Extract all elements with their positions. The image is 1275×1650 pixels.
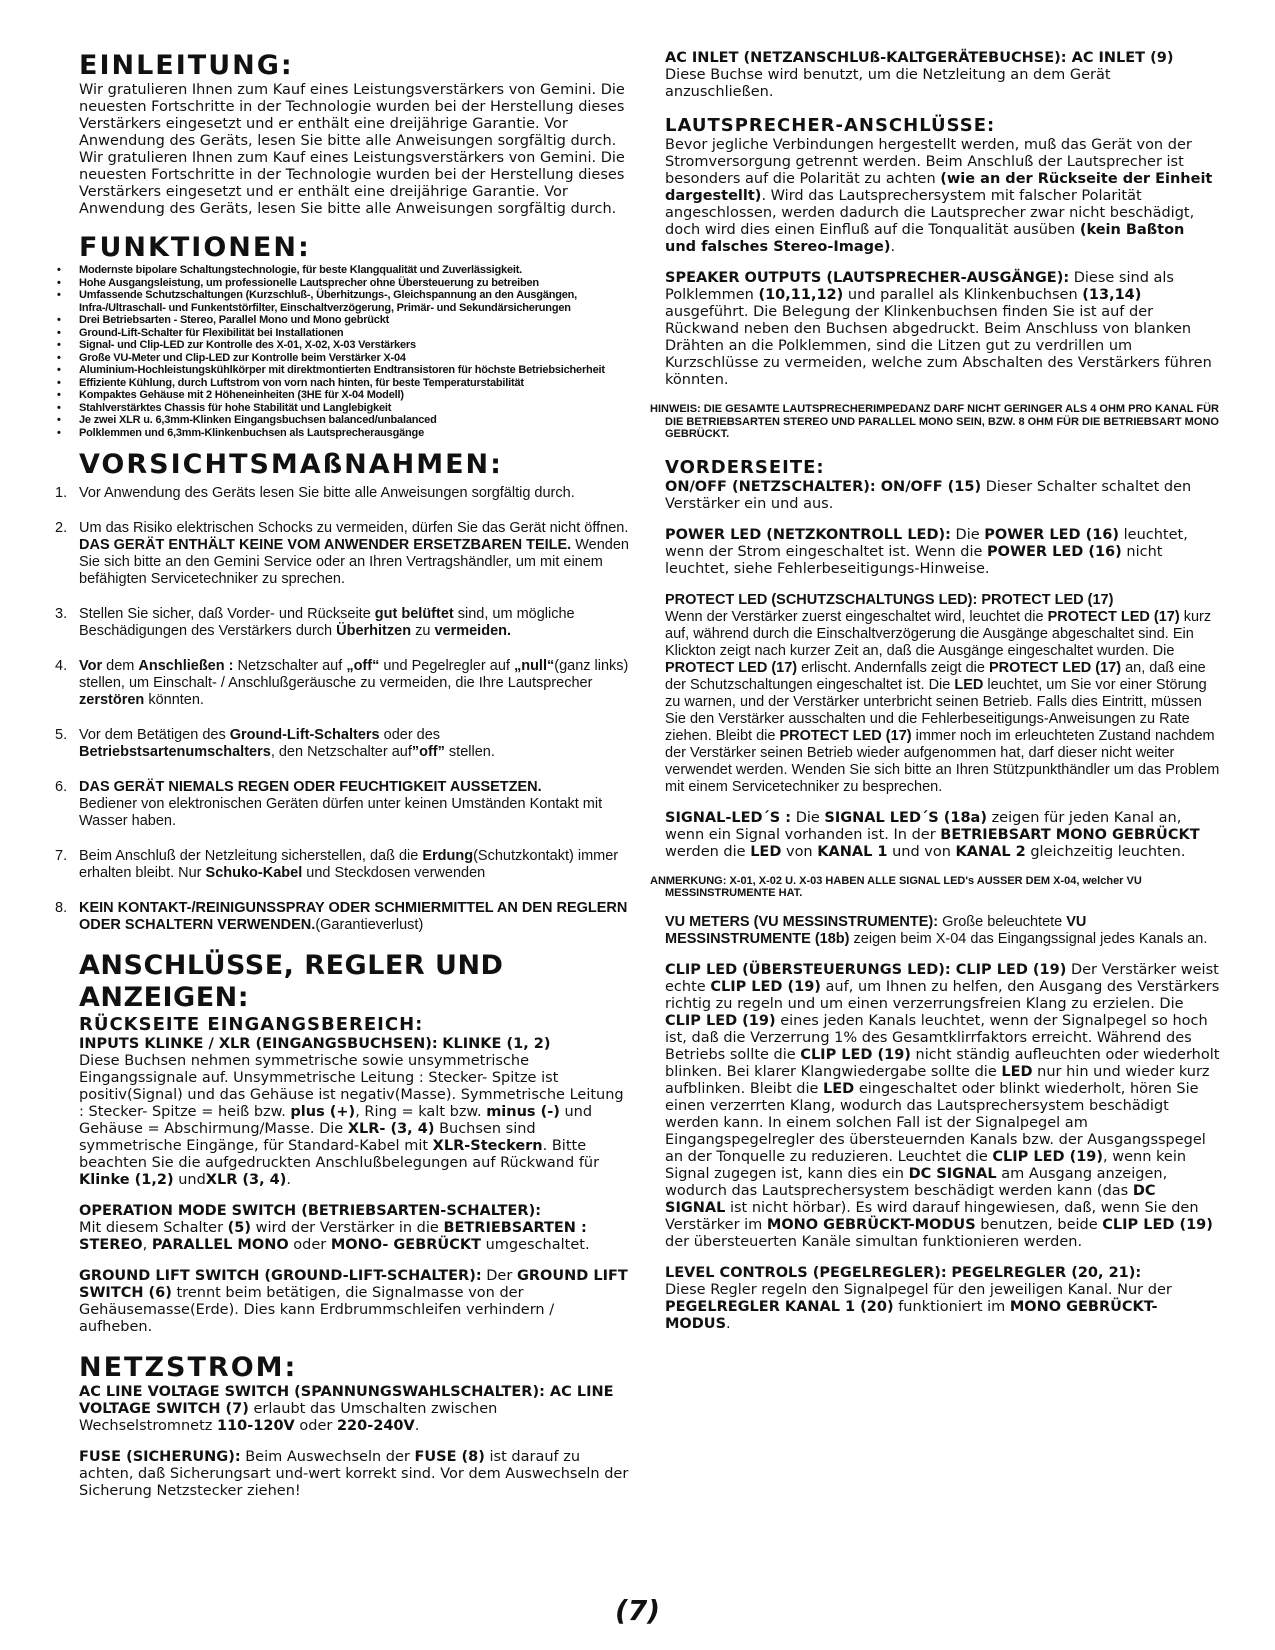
precaution-bold: vermeiden.	[434, 623, 512, 639]
section-bold: DC SIGNAL	[665, 1182, 1156, 1216]
vorderseite-heading: VORDERSEITE:	[665, 456, 825, 478]
section-bold: CLIP LED (19)	[665, 1012, 776, 1029]
list-item: • Umfassende Schutzschaltungen (Kurzschluß-, Überhitzungs-, Gleichspannung an den Ausgängen, Infra-/Ultraschall- und Funkentstörfilter, Einschaltverzögerung, Primär- und Sekundärsicherungen	[55, 289, 630, 314]
precaution-bold: gut belüftet	[374, 606, 454, 622]
section-bold: LED	[1001, 1063, 1033, 1080]
precaution-3: 3. Stellen Sie sicher, daß Vorder- und Rückseite gut belüftet sind, um mögliche Beschädigungen des Verstärkers durch Überhitzen zu vermeiden.	[55, 606, 575, 639]
section-bold: KANAL 1	[817, 843, 888, 860]
section-text: trennt beim betätigen, die Signalmasse von der Gehäusemasse(Erde). Dies kann Erdbrummschleifen verhindern / aufheben.	[79, 1285, 555, 1335]
precaution-text: dem	[106, 658, 135, 674]
precaution-text: stellen.	[448, 744, 495, 760]
section-text: Diese Buchsen nehmen symmetrische sowie unsymmetrische Eingangssignale auf. Unsymmetrische Leitung : Stecker- Spitze ist positiv(Signal) und das Gehäuse ist negativ(Masse). Symmetrische Leitung : Stecker- Spitze = heiß bzw.	[79, 1053, 624, 1120]
section-text: Der Verstärker weist echte	[665, 961, 1219, 995]
precaution-bold: ”off”	[411, 744, 445, 760]
precaution-bold: „null“	[513, 658, 555, 674]
section-bold: MONO GEBRÜCKT-MODUS	[766, 1216, 976, 1233]
section-bold: Klinke (1,2)	[79, 1172, 174, 1188]
speaker-section	[665, 270, 1220, 389]
section-bold: FUSE (8)	[414, 1449, 485, 1465]
section-bold: PROTECT LED (17)	[1047, 608, 1180, 625]
onoff-heading: ON/OFF (NETZSCHALTER): ON/OFF (15)	[665, 478, 982, 495]
section-text: Mit diesem Schalter	[79, 1220, 224, 1236]
section-text: oder	[293, 1237, 327, 1253]
precaution-text: zu	[415, 623, 431, 639]
anmerkung-note: ANMERKUNG: X-01, X-02 U. X-03 HABEN ALLE SIGNAL LED's AUSSER DEM X-04, welcher VU MESSINSTRUMENTE HAT.	[650, 874, 1142, 899]
section-bold: CLIP LED (19)	[710, 978, 821, 995]
precaution-7: 7. Beim Anschluß der Netzleitung sicherstellen, daß die Erdung(Schutzkontakt) immer erhalten bleibt. Nur Schuko-Kabel und Steckdosen verwenden	[55, 848, 619, 881]
right-column	[650, 50, 1220, 1333]
fuse-section	[79, 1449, 630, 1500]
section-bold: POWER LED (16)	[987, 543, 1122, 560]
opmode-heading: OPERATION MODE SWITCH (BETRIEBSARTEN-SCHALTER):	[79, 1203, 541, 1219]
precaution-text: Beim Anschluß der Netzleitung sicherstellen, daß die	[79, 848, 419, 864]
onoff-section	[665, 479, 1220, 513]
section-text: .	[414, 1418, 420, 1434]
section-text: eines jeden Kanals leuchtet, wenn der Signalpegel so hoch ist, daß die Verzerrung 1% des Gesamtklirrfaktors erreicht. Während des Betriebs sollte die	[665, 1012, 1208, 1063]
section-text: Diese sind als Polklemmen	[665, 270, 1174, 303]
einleitung-heading: EINLEITUNG:	[79, 50, 294, 81]
section-text: .	[890, 239, 896, 255]
precaution-text: und Steckdosen verwenden	[306, 865, 486, 881]
section-text: am Ausgang anzeigen, wodurch das Lautsprechersystem beschädigt werden kann (das	[665, 1165, 1168, 1199]
section-bold: CLIP LED (19)	[1102, 1216, 1213, 1233]
section-text: benutzen, beide	[980, 1216, 1098, 1233]
precaution-text: Netzschalter auf	[237, 658, 343, 674]
funktionen-heading: FUNKTIONEN:	[79, 232, 311, 263]
precaution-5: 5. Vor dem Betätigen des Ground-Lift-Schalters oder des Betriebstsartenumschalters, den Netzschalter auf”off” stellen.	[55, 727, 495, 760]
precaution-text: , den Netzschalter auf	[270, 744, 412, 760]
section-text: Die	[795, 809, 820, 826]
list-item: • Kompaktes Gehäuse mit 2 Höheneinheiten (3HE für X-04 Modell)	[55, 389, 630, 402]
section-bold: PARALLEL MONO	[151, 1237, 289, 1253]
list-item: • Polklemmen und 6,3mm-Klinkenbuchsen als Lautsprecherausgänge	[55, 427, 630, 440]
section-text: leuchtet, um Sie vor einer Störung zu warnen, und der Verstärker unterbricht seinen Betrieb. Falls dies Eintritt, müssen Sie den Verstärker ausschalten und die Fehlerbeseitigungs-Anweisungen zu Rate ziehen. Bleibt die	[665, 676, 1207, 744]
section-bold: KANAL 2	[955, 843, 1026, 860]
section-text: funktioniert im	[898, 1298, 1006, 1315]
section-text: von	[785, 843, 813, 860]
precaution-text: sind, um mögliche Beschädigungen des Verstärkers durch	[79, 606, 575, 639]
lautsprecher-heading: LAUTSPRECHER-ANSCHLÜSSE:	[665, 115, 996, 136]
section-text: . Wird das Lautsprechersystem mit falscher Polarität angeschlossen, werden dadurch die Lautsprecher zwar nicht beschädigt, doch wird dies einen Einfluß auf die Tonqualität ausüben	[665, 188, 1195, 238]
section-text: und Gehäuse = Abschirmung/Masse. Die	[79, 1104, 593, 1137]
rueckseite-heading: RÜCKSEITE EINGANGSBEREICH:	[79, 1014, 424, 1035]
section-text: der übersteuerten Kanäle simultan funktionieren werden.	[665, 1233, 1083, 1250]
precaution-text: Vor Anwendung des Geräts lesen Sie bitte alle Anweisungen sorgfältig durch.	[79, 485, 575, 501]
section-text: .	[726, 1315, 731, 1332]
section-text: eingeschaltet oder blinkt wiederholt, hören Sie einen verzerrten Klang, wodurch das Lautsprechersystem beschädigt werden kann. In einem solchen Fall ist der Signalpegel am Eingangspegelregler des übersteuernden Kanals bzw. der Ausgangsspegel an der Tonquelle zu reduzieren. Leuchtet die	[665, 1080, 1206, 1165]
section-bold: MONO- GEBRÜCKT	[330, 1237, 481, 1253]
precaution-bold: Vor	[79, 658, 103, 674]
precaution-1: 1. Vor Anwendung des Geräts lesen Sie bitte alle Anweisungen sorgfältig durch.	[55, 485, 575, 501]
speaker-heading: SPEAKER OUTPUTS (LAUTSPRECHER-AUSGÄNGE):	[665, 270, 1070, 286]
level-section	[665, 1265, 1220, 1333]
section-bold: PROTECT LED (17)	[665, 659, 798, 676]
list-item: • Effiziente Kühlung, durch Luftstrom von vorn nach hinten, für beste Temperaturstabilität	[55, 377, 630, 390]
section-text: kurz auf, während durch die Einschaltverzögerung die Ausgänge abgeschaltet sind. Ein Klickton zeigt nach kurzer Zeit an, daß die Ausgänge eingeschaltet wurden. Die	[665, 608, 1212, 659]
section-bold: CLIP LED (19)	[992, 1148, 1104, 1165]
section-bold: PEGELREGLER KANAL 1 (20)	[665, 1298, 894, 1315]
section-bold: POWER LED (16)	[984, 526, 1120, 543]
list-item: • Signal- und Clip-LED zur Kontrolle des X-01, X-02, X-03 Verstärkers	[55, 339, 630, 352]
ground-heading: GROUND LIFT SWITCH (GROUND-LIFT-SCHALTER):	[79, 1268, 482, 1284]
precaution-bold: DAS GERÄT NIEMALS REGEN ODER FEUCHTIGKEIT AUSSETZEN.	[79, 779, 542, 795]
clip-heading: CLIP LED (ÜBERSTEUERUNGS LED): CLIP LED (19)	[665, 961, 1067, 978]
section-bold: (kein Baßton und falsches Stereo-Image)	[665, 222, 1185, 255]
section-text: nicht leuchtet, siehe Fehlerbeseitigungs-Hinweise.	[665, 543, 1163, 577]
precaution-text: Wenden Sie sich bitte an den Gemini Service oder an Ihren Vertragshändler, um mit einem befähigten Servicetechniker zu sprechen.	[79, 537, 629, 587]
inputs-heading-2: KLINKE (1, 2)	[442, 1036, 551, 1052]
section-text: .	[286, 1172, 292, 1188]
list-item: • Modernste bipolare Schaltungstechnologie, für beste Klangqualität und Zuverlässigkeit.	[55, 264, 630, 277]
page-number: (7)	[614, 1594, 661, 1627]
acline-section	[79, 1384, 630, 1435]
section-bold: 220-240V	[336, 1418, 415, 1434]
precaution-text: könnten.	[148, 692, 204, 708]
funktionen-list	[55, 264, 630, 439]
precaution-bold: KEIN KONTAKT-/REINIGUNSSPRAY ODER SCHMIERMITTEL AN DEN REGLERN ODER SCHALTERN VERWENDEN.	[79, 900, 628, 933]
section-bold: CLIP LED (19)	[800, 1046, 911, 1063]
section-text: ist nicht hörbar). Es wird darauf hingewiesen, daß, wenn Sie den Verstärker im	[665, 1199, 1199, 1233]
anschluesse-heading: ANSCHLÜSSE, REGLER UND ANZEIGEN:	[79, 950, 504, 1013]
section-text: Wenn der Verstärker zuerst eingeschaltet wird, leuchtet die	[665, 608, 1044, 625]
list-item: • Je zwei XLR u. 6,3mm-Klinken Eingangsbuchsen balanced/unbalanced	[55, 414, 630, 427]
precaution-text: Bediener von elektronischen Geräten dürfen unter keinen Umständen Kontakt mit Wasser haben.	[79, 796, 603, 829]
section-text: zeigen beim X-04 das Eingangssignal jedes Kanals an.	[853, 930, 1208, 947]
section-text: Bevor jegliche Verbindungen hergestellt werden, muß das Gerät von der Stromversorgung getrennt werden. Beim Anschluß der Lautsprecher ist besonders auf die Polarität zu achten	[665, 137, 1192, 187]
opmode-section	[79, 1203, 630, 1254]
section-bold: XLR- (3, 4)	[347, 1121, 435, 1137]
netzstrom-heading: NETZSTROM:	[79, 1352, 298, 1383]
lautsprecher-section	[665, 137, 1220, 256]
section-text: Diese Regler regeln den Signalpegel für den jeweiligen Kanal. Nur der	[665, 1281, 1172, 1298]
precaution-bold: Ground-Lift-Schalters	[229, 727, 380, 743]
section-text: . Bitte beachten Sie die aufgedruckten Anschlußbelegungen auf Rückwand für	[79, 1138, 600, 1171]
section-bold: 110-120V	[216, 1418, 295, 1434]
section-bold: DC SIGNAL	[908, 1165, 997, 1182]
section-text: Diese Buchse wird benutzt, um die Netzleitung an dem Gerät anzuschließen.	[665, 67, 1111, 100]
section-text: , Ring = kalt bzw.	[355, 1104, 482, 1120]
section-bold: (wie an der Rückseite der Einheit dargestellt)	[665, 171, 1213, 204]
section-bold: LED	[954, 676, 984, 693]
list-item: • Aluminium-Hochleistungskühlkörper mit direktmontierten Endtransistoren für höchste Betriebsicherheit	[55, 364, 630, 377]
section-text: Buchsen sind symmetrische Eingänge, für Standard-Kabel mit	[79, 1121, 536, 1154]
precaution-bold: Anschließen :	[138, 658, 234, 674]
precaution-text: (Schutzkontakt) immer erhalten bleibt. Nur	[79, 848, 619, 881]
inputs-heading: INPUTS KLINKE / XLR (EINGANGSBUCHSEN):	[79, 1036, 438, 1052]
precaution-4: 4. Vor dem Anschließen : Netzschalter auf „off“ und Pegelregler auf „null“(ganz links) stellen, um Einschalt- / Anschlußgeräusche zu vermeiden, die Ihre Lautsprecher zerstören könnten.	[55, 658, 629, 708]
list-item: • Große VU-Meter und Clip-LED zur Kontrolle beim Verstärker X-04	[55, 352, 630, 365]
einleitung-text: Wir gratulieren Ihnen zum Kauf eines Leistungsverstärkers von Gemini. Die neuesten Fortschritte in der Technologie wurden bei der Herstellung dieses Verstärkers eingesetzt und er enthält eine dreijährige Garantie. Vor Anwendung des Geräts, lesen Sie bitte alle Anweisungen sorgfältig durch. Wir gratulieren Ihnen zum Kauf eines Leistungsverstärkers von Gemini. Die neuesten Fortschritte in der Technologie wurden bei der Herstellung dieses Verstärkers eingesetzt und er enthält eine dreijährige Garantie. Vor Anwendung des Geräts, lesen Sie bitte alle Anweisungen sorgfältig durch.	[79, 82, 625, 217]
section-bold: XLR-Steckern	[432, 1138, 543, 1154]
list-item: • Drei Betriebsarten - Stereo, Parallel Mono und Mono gebrückt	[55, 314, 630, 327]
acline-heading: AC LINE VOLTAGE SWITCH (SPANNUNGSWAHLSCHALTER): AC LINE VOLTAGE SWITCH (7)	[79, 1384, 614, 1417]
precaution-text: Stellen Sie sicher, daß Vorder- und Rückseite	[79, 606, 371, 622]
hinweis-note: HINWEIS: DIE GESAMTE LAUTSPRECHERIMPEDANZ DARF NICHT GERINGER ALS 4 OHM PRO KANAL FÜR DIE BETRIEBSARTEN STEREO UND PARALLEL MONO SEIN, BZW. 8 OHM FÜR DIE BETRIEBSART MONO GEBRÜCKT.	[650, 403, 1219, 440]
section-text: ist darauf zu achten, daß Sicherungsart und-wert korrekt sind. Vor dem Auswechseln der Sicherung Netzstecker ziehen!	[79, 1449, 629, 1499]
inputs-section	[79, 1036, 630, 1189]
section-text: wird der Verstärker in die	[255, 1220, 439, 1236]
section-text: und parallel als Klinkenbuchsen	[847, 287, 1078, 303]
section-bold: LED	[750, 843, 782, 860]
ground-section	[79, 1268, 630, 1336]
section-bold: PROTECT LED (17)	[779, 727, 912, 744]
precaution-text: und Pegelregler auf	[383, 658, 510, 674]
left-column	[55, 50, 630, 1500]
section-text: und	[178, 1172, 206, 1188]
section-bold: PROTECT LED (17)	[988, 659, 1122, 676]
protect-heading: PROTECT LED (SCHUTZSCHALTUNGS LED):	[665, 591, 978, 608]
clip-section	[665, 962, 1220, 1251]
section-bold: GROUND LIFT SWITCH (6)	[79, 1268, 628, 1301]
section-text: Die	[955, 526, 980, 543]
section-bold: BETRIEBSARTEN : STEREO	[79, 1220, 587, 1253]
precaution-bold: „off“	[346, 658, 380, 674]
section-bold: (10,11,12)	[758, 287, 844, 303]
section-bold: VU MESSINSTRUMENTE (18b)	[665, 913, 1087, 947]
section-bold: BETRIEBSART MONO GEBRÜCKT	[940, 826, 1200, 843]
section-bold: (5)	[227, 1220, 251, 1236]
acinlet-section	[665, 50, 1220, 101]
section-text: oder	[299, 1418, 333, 1434]
acinlet-heading: AC INLET (NETZANSCHLUß-KALTGERÄTEBUCHSE): AC INLET (9)	[665, 50, 1174, 66]
precaution-text: (Garantieverlust)	[315, 917, 424, 933]
section-text: an, daß eine der Schutzschaltungen eingeschaltet ist. Die	[665, 659, 1206, 693]
level-heading-2: PEGELREGLER (20, 21):	[951, 1264, 1142, 1281]
section-text: werden die	[665, 843, 746, 860]
precaution-2: 2. Um das Risiko elektrischen Schocks zu vermeiden, dürfen Sie das Gerät nicht öffnen. DAS GERÄT ENTHÄLT KEINE VOM ANWENDER ERSETZBAREN TEILE. Wenden Sie sich bitte an den Gemini Service oder an Ihren Vertragshändler, um mit einem befähigten Servicetechniker zu sprechen.	[55, 520, 629, 587]
protect-section	[665, 592, 1220, 796]
fuse-heading: FUSE (SICHERUNG):	[79, 1449, 241, 1465]
section-text: Beim Auswechseln der	[245, 1449, 410, 1465]
section-bold: minus (-)	[486, 1104, 560, 1120]
section-text: und von	[892, 843, 951, 860]
section-text: umgeschaltet.	[485, 1237, 590, 1253]
section-text: immer noch im erleuchteten Zustand nachdem der Verstärker seinen Betrieb wieder aufgenommen hat, darf dieser nicht weiter verwendet werden. Wenden Sie sich bitte an Ihren Stützpunkthändler um das Problem mit einem Servicetechniker zu besprechen.	[665, 727, 1220, 795]
section-text: nur hin und wieder kurz aufblinken. Bleibt die	[665, 1063, 1210, 1097]
vorsicht-heading: VORSICHTSMAßNAHMEN:	[79, 449, 503, 480]
section-text: ,	[142, 1237, 148, 1253]
precaution-text: Vor dem Betätigen des	[79, 727, 226, 743]
section-text: auf, um Ihnen zu helfen, den Ausgang des Verstärkers richtig zu regeln und um einen verzerrungsfreien Klang zu erzielen. Die	[665, 978, 1220, 1012]
section-text: leuchtet, wenn der Strom eingeschaltet ist. Wenn die	[665, 526, 1188, 560]
precaution-text: Um das Risiko elektrischen Schocks zu vermeiden, dürfen Sie das Gerät nicht öffnen.	[79, 520, 629, 536]
precaution-bold: Erdung	[422, 848, 474, 864]
precaution-bold: Betriebstsartenumschalters	[79, 744, 271, 760]
section-bold: (13,14)	[1082, 287, 1142, 303]
list-item: • Ground-Lift-Schalter für Flexibilität bei Installationen	[55, 327, 630, 340]
precaution-text: oder des	[383, 727, 441, 743]
power-heading: POWER LED (NETZKONTROLL LED):	[665, 526, 951, 543]
precaution-bold: Schuko-Kabel	[205, 865, 303, 881]
section-text: Große beleuchtete	[942, 913, 1063, 930]
section-bold: MONO GEBRÜCKT-MODUS	[665, 1298, 1158, 1332]
signal-section	[665, 810, 1220, 861]
precaution-bold: DAS GERÄT ENTHÄLT KEINE VOM ANWENDER ERSETZBAREN TEILE.	[79, 537, 572, 553]
section-text: , wenn kein Signal zugegen ist, kann dies ein	[665, 1148, 1187, 1182]
precaution-8: 8. KEIN KONTAKT-/REINIGUNSSPRAY ODER SCHMIERMITTEL AN DEN REGLERN ODER SCHALTERN VERWENDEN.(Garantieverlust)	[55, 900, 628, 933]
signal-heading: SIGNAL-LED´S :	[665, 809, 792, 826]
section-bold: plus (+)	[290, 1104, 356, 1120]
power-section	[665, 527, 1220, 578]
section-text: Dieser Schalter schaltet den Verstärker ein und aus.	[665, 478, 1192, 512]
section-text: erlaubt das Umschalten zwischen Wechselstromnetz	[79, 1401, 498, 1434]
section-text: nicht ständig aufleuchten oder wiederholt blinken. Bei klarer Klangwiedergabe sollte die	[665, 1046, 1220, 1080]
section-bold: SIGNAL LED´S (18a)	[824, 809, 987, 826]
section-text: gleichzeitig leuchten.	[1030, 843, 1186, 860]
precaution-6: 6. DAS GERÄT NIEMALS REGEN ODER FEUCHTIGKEIT AUSSETZEN. Bediener von elektronischen Geräten dürfen unter keinen Umständen Kontakt mit Wasser haben.	[55, 779, 603, 829]
precaution-bold: zerstören	[79, 692, 145, 708]
section-text: Der	[486, 1268, 513, 1284]
section-text: erlischt. Andernfalls zeigt die	[801, 659, 985, 676]
list-item: • Stahlverstärktes Chassis für hohe Stabilität und Langlebigkeit	[55, 402, 630, 415]
section-bold: LED	[823, 1080, 855, 1097]
level-heading: LEVEL CONTROLS (PEGELREGLER):	[665, 1264, 947, 1281]
section-bold: XLR (3, 4)	[205, 1172, 287, 1188]
vu-heading: VU METERS (VU MESSINSTRUMENTE):	[665, 913, 939, 930]
list-item: • Hohe Ausgangsleistung, um professionelle Lautsprecher ohne Übersteuerung zu betreiben	[55, 277, 630, 290]
protect-heading-2: PROTECT LED (17)	[981, 591, 1114, 608]
precaution-bold: Überhitzen	[336, 623, 412, 639]
section-text: ausgeführt. Die Belegung der Klinkenbuchsen finden Sie ist auf der Rückwand neben den Buchsen abgedruckt. Beim Anschluss von blanken Drähten an die Polklemmen, sind die Litzen gut zu verdrillen um Kurzschlüsse zu vermeiden, welche zum Abschalten des Verstärkers führen könnten.	[665, 304, 1212, 388]
vu-section	[665, 914, 1220, 948]
precaution-text: (ganz links) stellen, um Einschalt- / Anschlußgeräusche zu vermeiden, die Ihre Lautsprecher	[79, 658, 629, 691]
section-text: zeigen für jeden Kanal an, wenn ein Signal vorhanden ist. In der	[665, 809, 1182, 843]
